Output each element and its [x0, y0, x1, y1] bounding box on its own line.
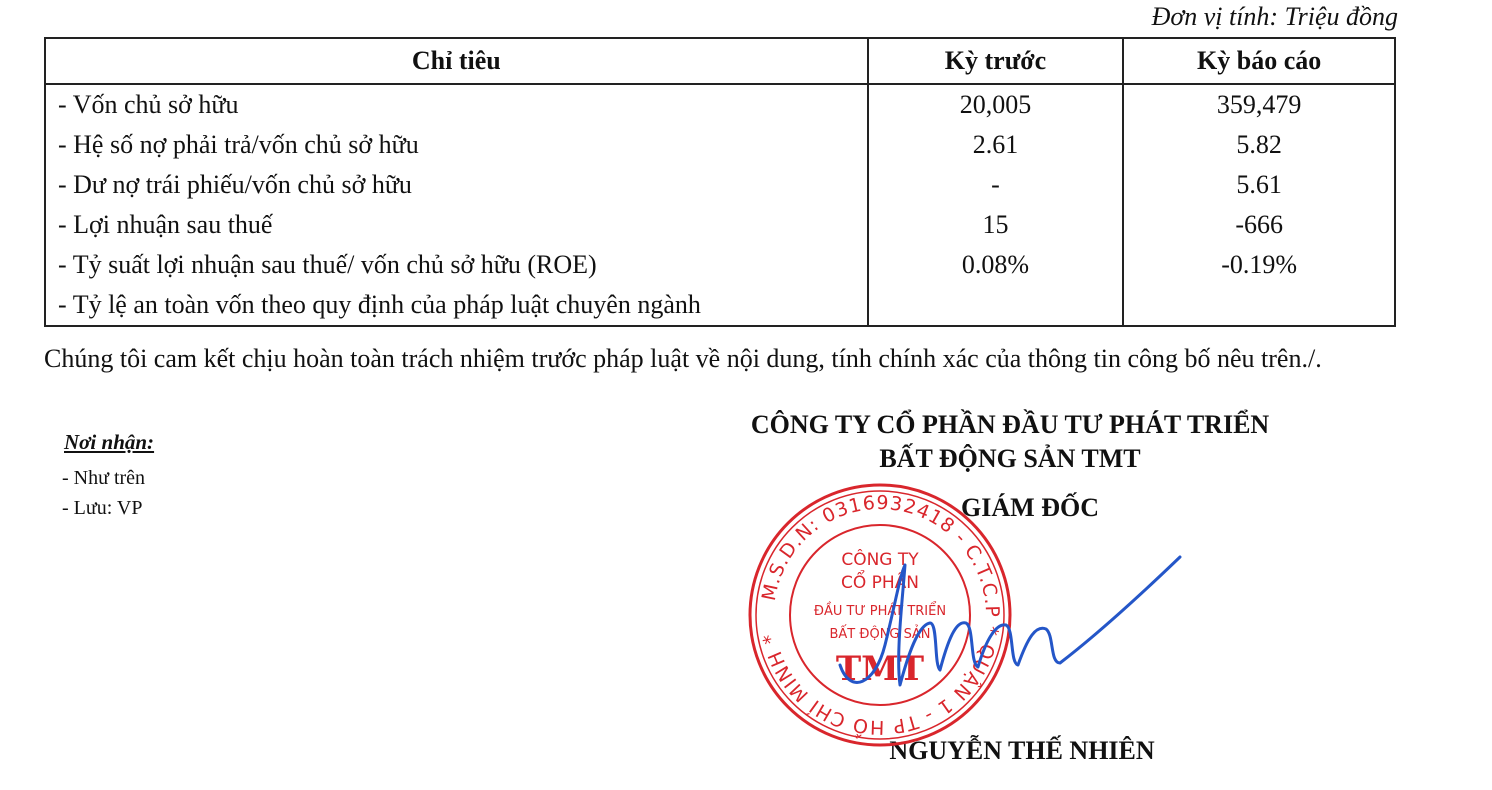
recipient-item: - Như trên	[62, 467, 146, 489]
row-prev-value: 20,005	[868, 84, 1124, 125]
row-curr-value: 5.61	[1123, 165, 1395, 205]
row-curr-value: -666	[1123, 205, 1395, 245]
row-label: - Dư nợ trái phiếu/vốn chủ sở hữu	[45, 165, 868, 205]
row-curr-value	[1123, 285, 1395, 326]
row-prev-value: 15	[868, 205, 1124, 245]
table-header-row	[45, 38, 1395, 84]
row-prev-value	[868, 285, 1124, 326]
handwritten-signature	[830, 545, 1190, 705]
seal-line: ĐẦU TƯ PHÁT TRIỂN	[813, 604, 947, 619]
seal-line: CỔ PHẦN	[840, 573, 920, 593]
table-row	[45, 165, 1395, 205]
table-row	[45, 205, 1395, 245]
signer-title: GIÁM ĐỐC	[961, 493, 1099, 522]
row-curr-value: 359,479	[1123, 84, 1395, 125]
row-label: - Hệ số nợ phải trả/vốn chủ sở hữu	[45, 125, 868, 165]
row-label: - Tỷ lệ an toàn vốn theo quy định của pháp luật chuyên ngành	[45, 285, 868, 326]
report-table	[44, 37, 1396, 327]
row-label: - Tỷ suất lợi nhuận sau thuế/ vốn chủ sở hữu (ROE)	[45, 245, 868, 285]
recipients-title: Nơi nhận:	[64, 430, 155, 454]
table-row	[45, 84, 1395, 125]
unit-label: Đơn vị tính: Triệu đồng	[1151, 2, 1398, 31]
company-name-line2: BẤT ĐỘNG SẢN TMT	[879, 444, 1141, 473]
seal-line: CÔNG TY	[841, 550, 919, 570]
row-curr-value: -0.19%	[1123, 245, 1395, 285]
row-prev-value: 2.61	[868, 125, 1124, 165]
company-name-line1: CÔNG TY CỔ PHẦN ĐẦU TƯ PHÁT TRIỂN	[750, 410, 1270, 439]
commitment-statement: Chúng tôi cam kết chịu hoàn toàn trách nhiệm trước pháp luật về nội dung, tính chính xác của thông tin công bố nêu trên./.	[44, 344, 1322, 373]
table-row	[45, 285, 1395, 326]
seal-line: BẤT ĐỘNG SẢN	[829, 627, 931, 642]
header-reporting-period: Kỳ báo cáo	[1123, 38, 1395, 84]
row-curr-value: 5.82	[1123, 125, 1395, 165]
signer-name: NGUYỄN THẾ NHIÊN	[889, 736, 1155, 765]
row-prev-value: 0.08%	[868, 245, 1124, 285]
table-row	[45, 125, 1395, 165]
row-prev-value: -	[868, 165, 1124, 205]
row-label: - Vốn chủ sở hữu	[45, 84, 868, 125]
table-row	[45, 245, 1395, 285]
header-previous-period: Kỳ trước	[868, 38, 1124, 84]
recipient-item: - Lưu: VP	[62, 497, 143, 519]
seal-ring-text: M.S.D.N: 0316932418 - C.T.C.P * QUẬN 1 - TP HỒ CHÍ MINH *	[757, 491, 1004, 739]
seal-line: TMT	[835, 649, 925, 689]
row-label: - Lợi nhuận sau thuế	[45, 205, 868, 245]
header-indicator: Chỉ tiêu	[45, 38, 868, 84]
